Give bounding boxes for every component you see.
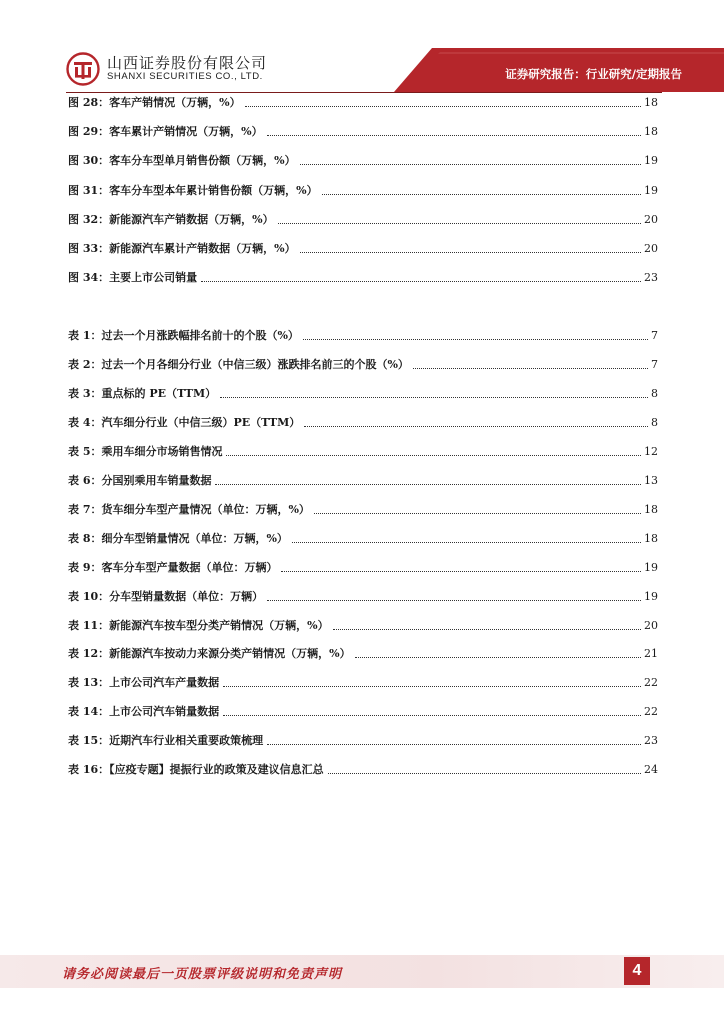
table-entry[interactable]: [68, 415, 658, 431]
table-entry[interactable]: [68, 646, 658, 662]
table-entry-page: 24: [644, 763, 658, 777]
dot-leader: [267, 134, 641, 136]
figure-entry[interactable]: [68, 95, 658, 111]
dot-leader: [314, 512, 641, 514]
figure-entry-label[interactable]: 图 31：客车分车型本年累计销售份额（万辆，%）: [68, 183, 318, 197]
page-header: [0, 0, 724, 95]
dot-leader: [201, 280, 641, 282]
table-entry-label[interactable]: 表 13：上市公司汽车产量数据: [68, 676, 220, 690]
table-entry-label[interactable]: 表 7：货车细分车型产量情况（单位：万辆，%）: [68, 502, 310, 516]
dot-leader: [220, 396, 648, 398]
figure-entry-page: 19: [644, 154, 658, 168]
dot-leader: [300, 251, 641, 253]
table-entry-page: 12: [644, 444, 658, 458]
dot-leader: [215, 483, 641, 485]
figure-entry-label[interactable]: 图 29：客车累计产销情况（万辆，%）: [68, 125, 263, 139]
table-entry[interactable]: [68, 502, 658, 518]
table-entry[interactable]: [68, 704, 658, 720]
table-entry-label[interactable]: 表 10：分车型销量数据（单位：万辆）: [68, 589, 264, 603]
dot-leader: [267, 599, 641, 601]
dot-leader: [223, 714, 641, 716]
table-entry-label[interactable]: 表 11：新能源汽车按车型分类产销情况（万辆，%）: [68, 618, 329, 632]
figure-entry[interactable]: [68, 183, 658, 199]
table-entry-page: 20: [644, 618, 658, 632]
header-divider: [66, 92, 662, 93]
table-entry[interactable]: [68, 618, 658, 634]
table-entry-label[interactable]: 表 14：上市公司汽车销量数据: [68, 705, 220, 719]
table-entry-page: 7: [651, 329, 658, 342]
shanxi-securities-logo-icon: [66, 52, 100, 86]
table-entry-label[interactable]: 表 12：新能源汽车按动力来源分类产销情况（万辆，%）: [68, 647, 351, 661]
dot-leader: [355, 656, 641, 658]
dot-leader: [223, 685, 641, 687]
table-entry[interactable]: [68, 675, 658, 691]
table-entry[interactable]: [68, 328, 658, 344]
dot-leader: [292, 541, 641, 543]
table-entry[interactable]: [68, 589, 658, 605]
table-entry-label[interactable]: 表 3：重点标的 PE（TTM）: [68, 386, 217, 400]
figure-entry[interactable]: [68, 153, 658, 169]
table-entry-label[interactable]: 表 9：客车分车型产量数据（单位：万辆）: [68, 560, 278, 574]
figure-entry[interactable]: [68, 212, 658, 228]
table-entry-page: 19: [644, 560, 658, 574]
figure-entry[interactable]: [68, 270, 658, 286]
table-entry-label[interactable]: 表 15：近期汽车行业相关重要政策梳理: [68, 734, 264, 748]
table-entry-page: 8: [651, 386, 658, 400]
figure-entry[interactable]: [68, 124, 658, 140]
table-entry[interactable]: [68, 733, 658, 749]
table-entry-page: 22: [644, 676, 658, 690]
table-entry-page: 18: [644, 531, 658, 545]
dot-leader: [226, 454, 641, 456]
figure-entry-page: 19: [644, 183, 658, 197]
dot-leader: [304, 425, 648, 427]
dot-leader: [328, 772, 641, 774]
figure-entry-label[interactable]: 图 34：主要上市公司销量: [68, 271, 198, 285]
company-name-cn: 山西证券股份有限公司: [107, 54, 268, 72]
figure-entry-page: 18: [644, 125, 658, 139]
dot-leader: [281, 570, 641, 572]
table-entry-page: 7: [651, 357, 658, 371]
table-entry-page: 22: [644, 705, 658, 719]
figure-entry-label[interactable]: 图 30：客车分车型单月销售份额（万辆，%）: [68, 154, 296, 168]
page-number: 4: [624, 957, 650, 985]
dot-leader: [303, 338, 648, 340]
table-entry-label[interactable]: 表 5：乘用车细分市场销售情况: [68, 444, 223, 458]
table-entry[interactable]: [68, 473, 658, 489]
table-entry-page: 19: [644, 589, 658, 603]
figure-entry-label[interactable]: 图 28：客车产销情况（万辆，%）: [68, 96, 241, 109]
figure-entry-page: 18: [644, 96, 658, 109]
table-entry-page: 18: [644, 502, 658, 516]
table-entry[interactable]: [68, 386, 658, 402]
table-entry[interactable]: [68, 560, 658, 576]
table-entry-label[interactable]: 表 8：细分车型销量情况（单位：万辆，%）: [68, 531, 288, 545]
table-entry-label[interactable]: 表 16：【应疫专题】提振行业的政策及建议信息汇总: [68, 763, 324, 777]
dot-leader: [413, 367, 648, 369]
table-entry-page: 8: [651, 415, 658, 429]
table-entry-label[interactable]: 表 2：过去一个月各细分行业（中信三级）涨跌排名前三的个股（%）: [68, 357, 409, 371]
figure-entry-label[interactable]: 图 33：新能源汽车累计产销数据（万辆，%）: [68, 242, 296, 255]
figure-entry-page: 23: [644, 271, 658, 285]
company-name-en: SHANXI SECURITIES CO., LTD.: [107, 71, 263, 82]
dot-leader: [267, 743, 641, 745]
table-entry-page: 13: [644, 473, 658, 487]
table-entry-label[interactable]: 表 6：分国别乘用车销量数据: [68, 473, 212, 487]
report-type-label: 证券研究报告：行业研究/定期报告: [505, 67, 682, 81]
figure-entry-page: 20: [644, 242, 658, 255]
dot-leader: [322, 193, 641, 195]
figure-entry[interactable]: [68, 241, 658, 257]
table-entry-label[interactable]: 表 4：汽车细分行业（中信三级）PE（TTM）: [68, 415, 301, 429]
table-entry[interactable]: [68, 762, 658, 778]
table-entry[interactable]: [68, 444, 658, 460]
dot-leader: [245, 105, 641, 107]
table-entry-page: 21: [644, 647, 658, 661]
disclaimer-text: 请务必阅读最后一页股票评级说明和免责声明: [62, 967, 343, 982]
table-entry[interactable]: [68, 531, 658, 547]
figure-entry-page: 20: [644, 212, 658, 226]
dot-leader: [278, 222, 641, 224]
table-entry[interactable]: [68, 357, 658, 373]
dot-leader: [300, 163, 641, 165]
table-entry-label[interactable]: 表 1：过去一个月涨跌幅排名前十的个股（%）: [68, 329, 299, 342]
figure-entry-label[interactable]: 图 32：新能源汽车产销数据（万辆，%）: [68, 212, 274, 226]
table-entry-page: 23: [644, 734, 658, 748]
dot-leader: [333, 628, 641, 630]
